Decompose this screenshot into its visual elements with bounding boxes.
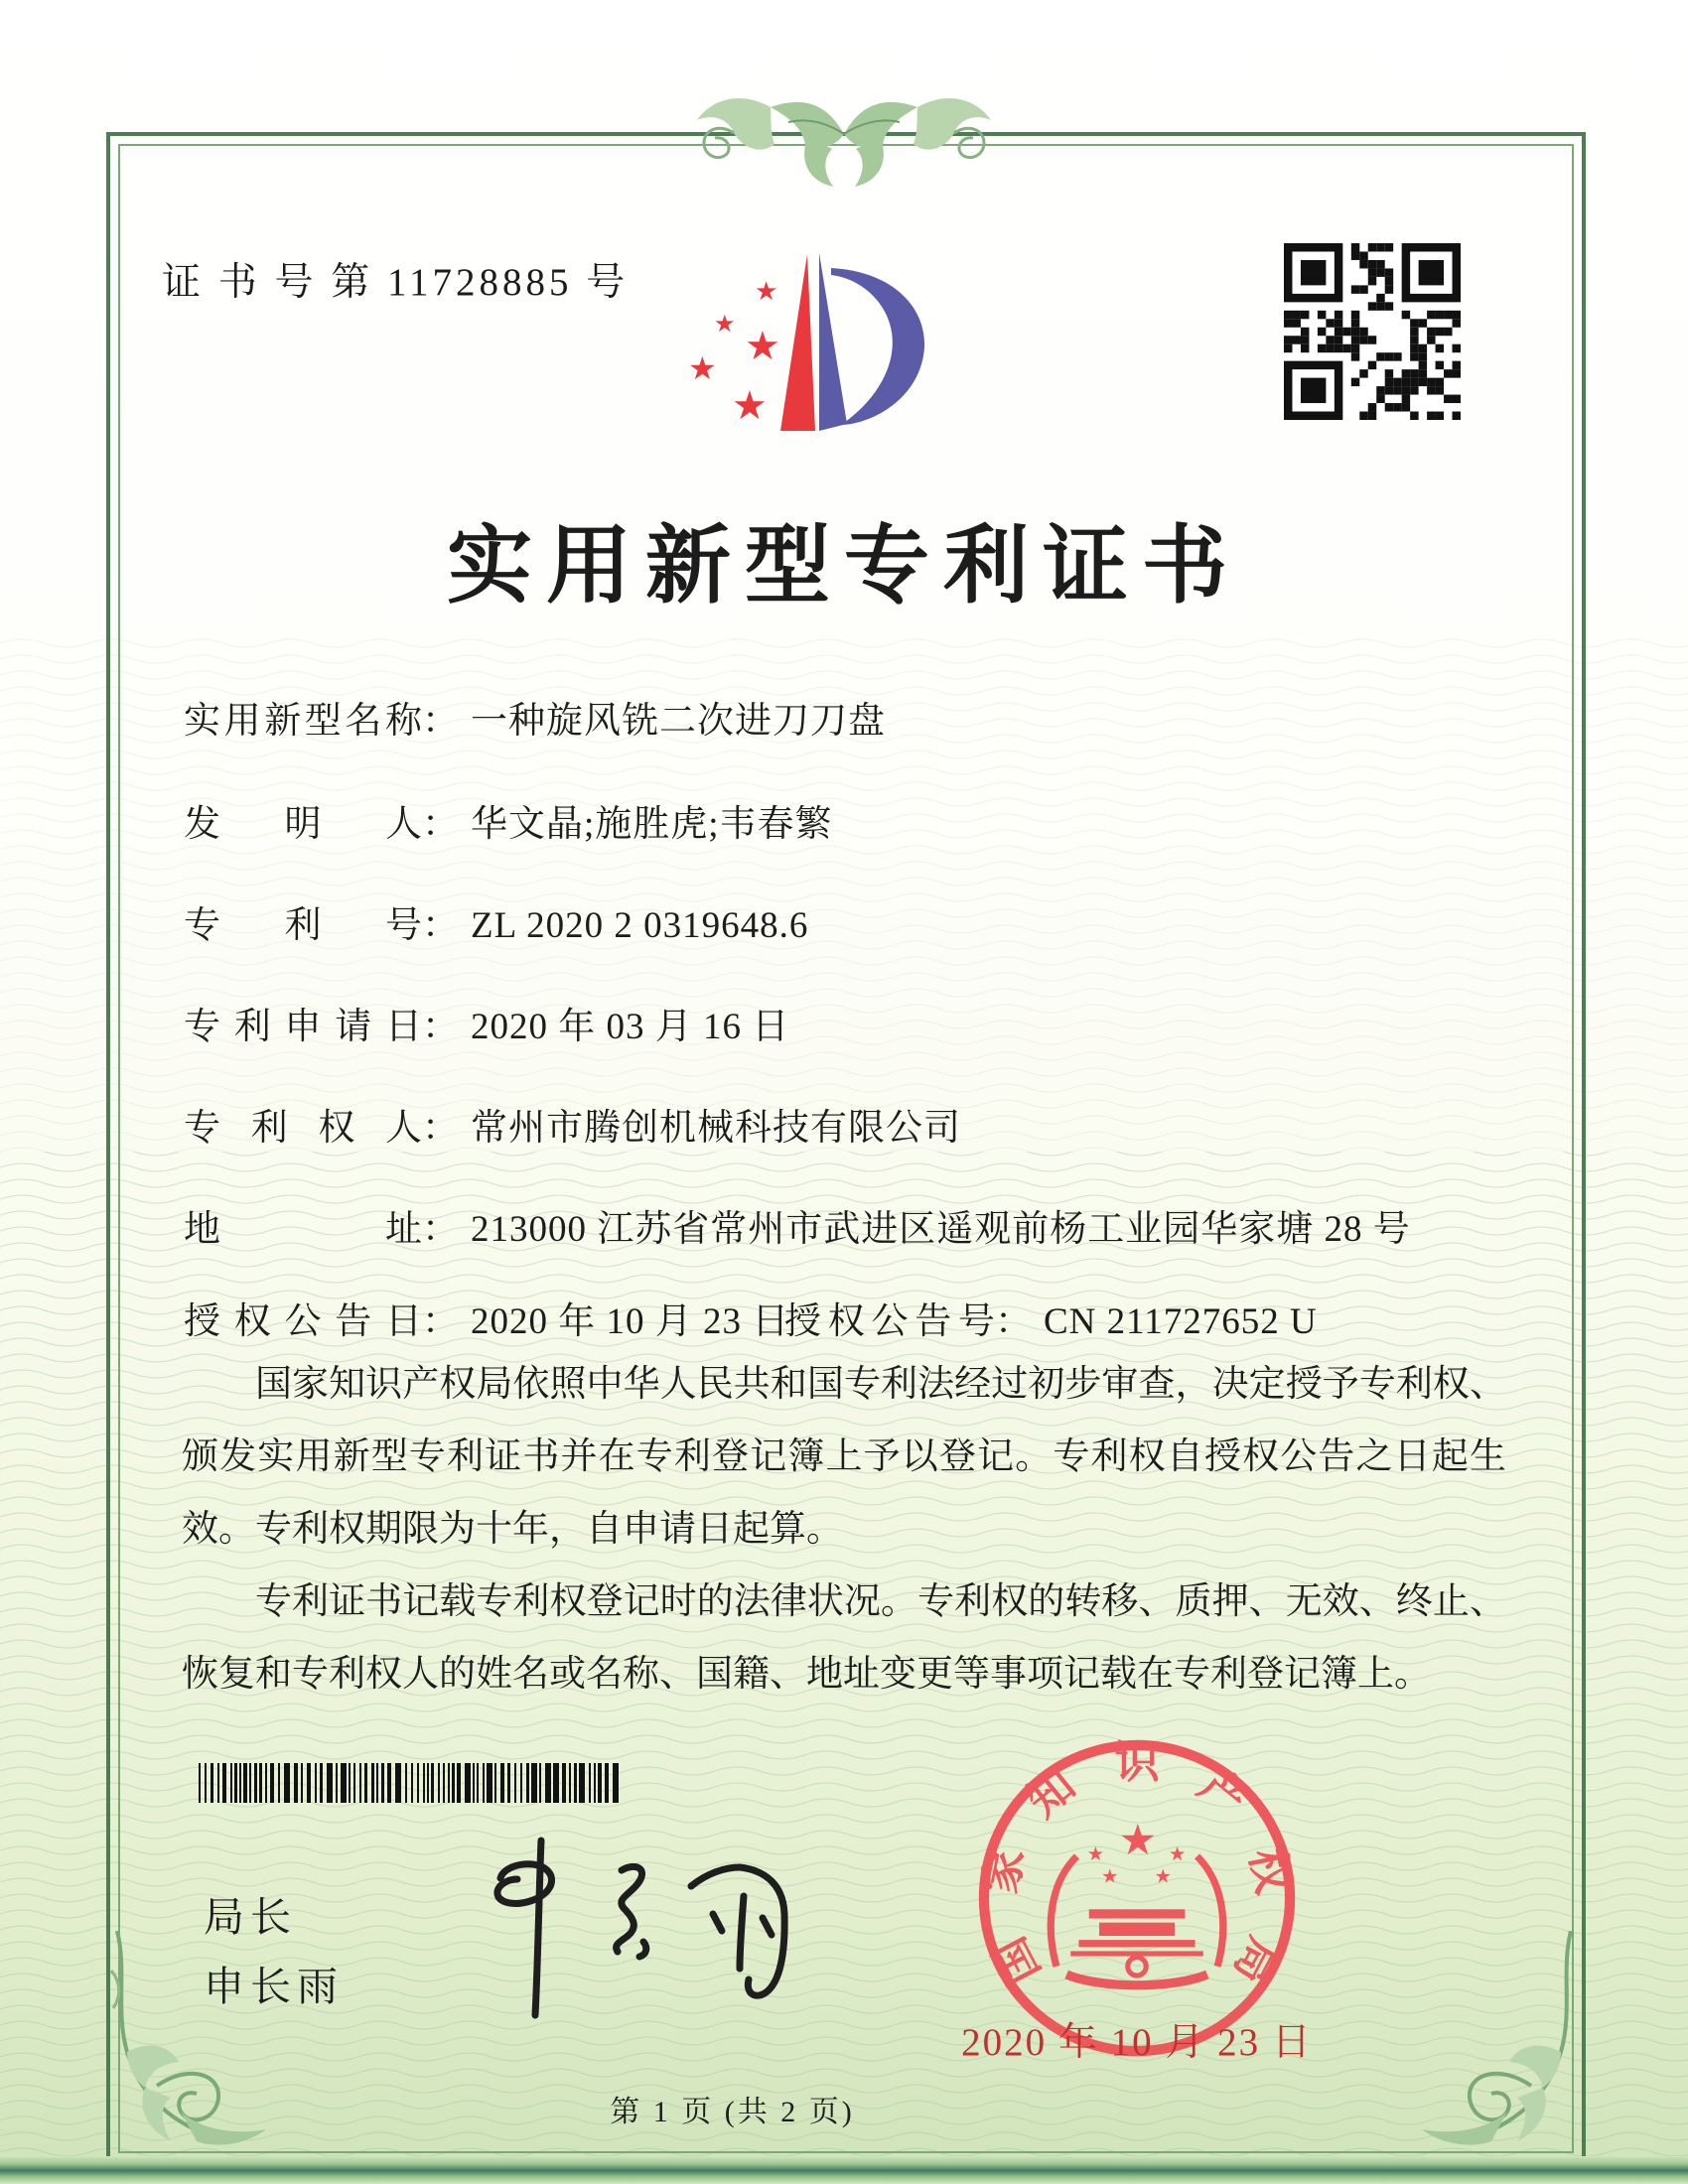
- field-utility-model-name: 实用新型名称： 一种旋风铣二次进刀刀盘: [184, 690, 886, 744]
- svg-text:★: ★: [755, 277, 778, 307]
- page-number-footer: 第 1 页 (共 2 页): [610, 2096, 855, 2128]
- legal-text-block: [182, 1348, 1506, 1710]
- grant-date-label: 授权公告日: [184, 1301, 422, 1342]
- certificate-title: 实用新型专利证书: [447, 518, 1241, 614]
- legal-paragraph-1: 国家知识产权局依照中华人民共和国专利法经过初步审查，决定授予专利权、颁发实用新型专利证书并在专利登记簿上予以登记。专利权自授权公告之日起生效。专利权期限为十年，自申请日起算。: [182, 1364, 1506, 1550]
- grant-date-value: 2020 年 10 月 23 日: [471, 1301, 790, 1342]
- grant-number-value: CN 211727652 U: [1044, 1301, 1318, 1342]
- field-value: 一种旋风铣二次进刀刀盘: [471, 701, 886, 742]
- field-value: ZL 2020 2 0319648.6: [471, 905, 809, 946]
- field-label: 专利权人: [184, 1108, 422, 1149]
- field-value: 2020 年 03 月 16 日: [471, 1007, 790, 1047]
- grant-number-group: 授权公告号： CN 211727652 U: [784, 1291, 1318, 1344]
- field-label: 专利申请日: [184, 1007, 422, 1047]
- certificate-number: 证 书 号 第 11728885 号: [162, 261, 630, 304]
- field-label: 实用新型名称: [184, 701, 422, 742]
- commissioner-signature: [447, 1825, 824, 2028]
- seal-emblem: [1051, 1816, 1223, 1985]
- grant-number-label: 授权公告号: [784, 1301, 995, 1342]
- field-value: 常州市腾创机械科技有限公司: [471, 1108, 961, 1149]
- field-grant-row: 授权公告日： 2020 年 10 月 23 日 授权公告号： CN 211727652 U: [184, 1291, 1504, 1344]
- field-address: 地址： 213000 江苏省常州市武进区遥观前杨工业园华家塘 28 号: [184, 1198, 1411, 1252]
- svg-text:★: ★: [745, 324, 780, 369]
- svg-text:★: ★: [688, 349, 717, 387]
- field-patent-number: 专利号： ZL 2020 2 0319648.6: [184, 894, 808, 948]
- svg-text:★: ★: [1168, 1843, 1187, 1865]
- qr-code: [1284, 243, 1461, 420]
- logo-stars: [688, 277, 780, 429]
- field-label: 发明人: [184, 804, 422, 845]
- barcode: [199, 1763, 624, 1803]
- seal-date: 2020 年 10 月 23 日: [961, 2021, 1313, 2064]
- commissioner-name: 申长雨: [204, 1964, 344, 2009]
- legal-paragraph-2: 专利证书记载专利权登记时的法律状况。专利权的转移、质押、无效、终止、恢复和专利权人的姓名或名称、国籍、地址变更等事项记载在专利登记簿上。: [182, 1581, 1506, 1695]
- field-inventors: 发明人： 华文晶;施胜虎;韦春繁: [184, 793, 833, 847]
- field-filing-date: 专利申请日： 2020 年 03 月 16 日: [184, 996, 789, 1049]
- bottom-green-band: [0, 2156, 1688, 2184]
- field-value: 213000 江苏省常州市武进区遥观前杨工业园华家塘 28 号: [471, 1209, 1411, 1250]
- svg-text:★: ★: [1118, 1815, 1158, 1865]
- field-label: 专利号: [184, 905, 422, 946]
- commissioner-title: 局长: [204, 1894, 297, 1940]
- field-value: 华文晶;施胜虎;韦春繁: [471, 804, 833, 845]
- field-label: 地址: [184, 1209, 422, 1250]
- svg-text:★: ★: [714, 310, 736, 338]
- field-patentee: 专利权人： 常州市腾创机械科技有限公司: [184, 1097, 961, 1151]
- svg-text:★: ★: [1086, 1843, 1105, 1865]
- svg-text:★: ★: [1154, 1864, 1172, 1888]
- seal-org-text: 国家知识产权局: [975, 1737, 1299, 1992]
- cnipa-logo: [650, 220, 948, 454]
- top-flourish-ornament: [616, 74, 1072, 194]
- svg-text:★: ★: [732, 383, 768, 429]
- svg-text:★: ★: [1101, 1864, 1119, 1888]
